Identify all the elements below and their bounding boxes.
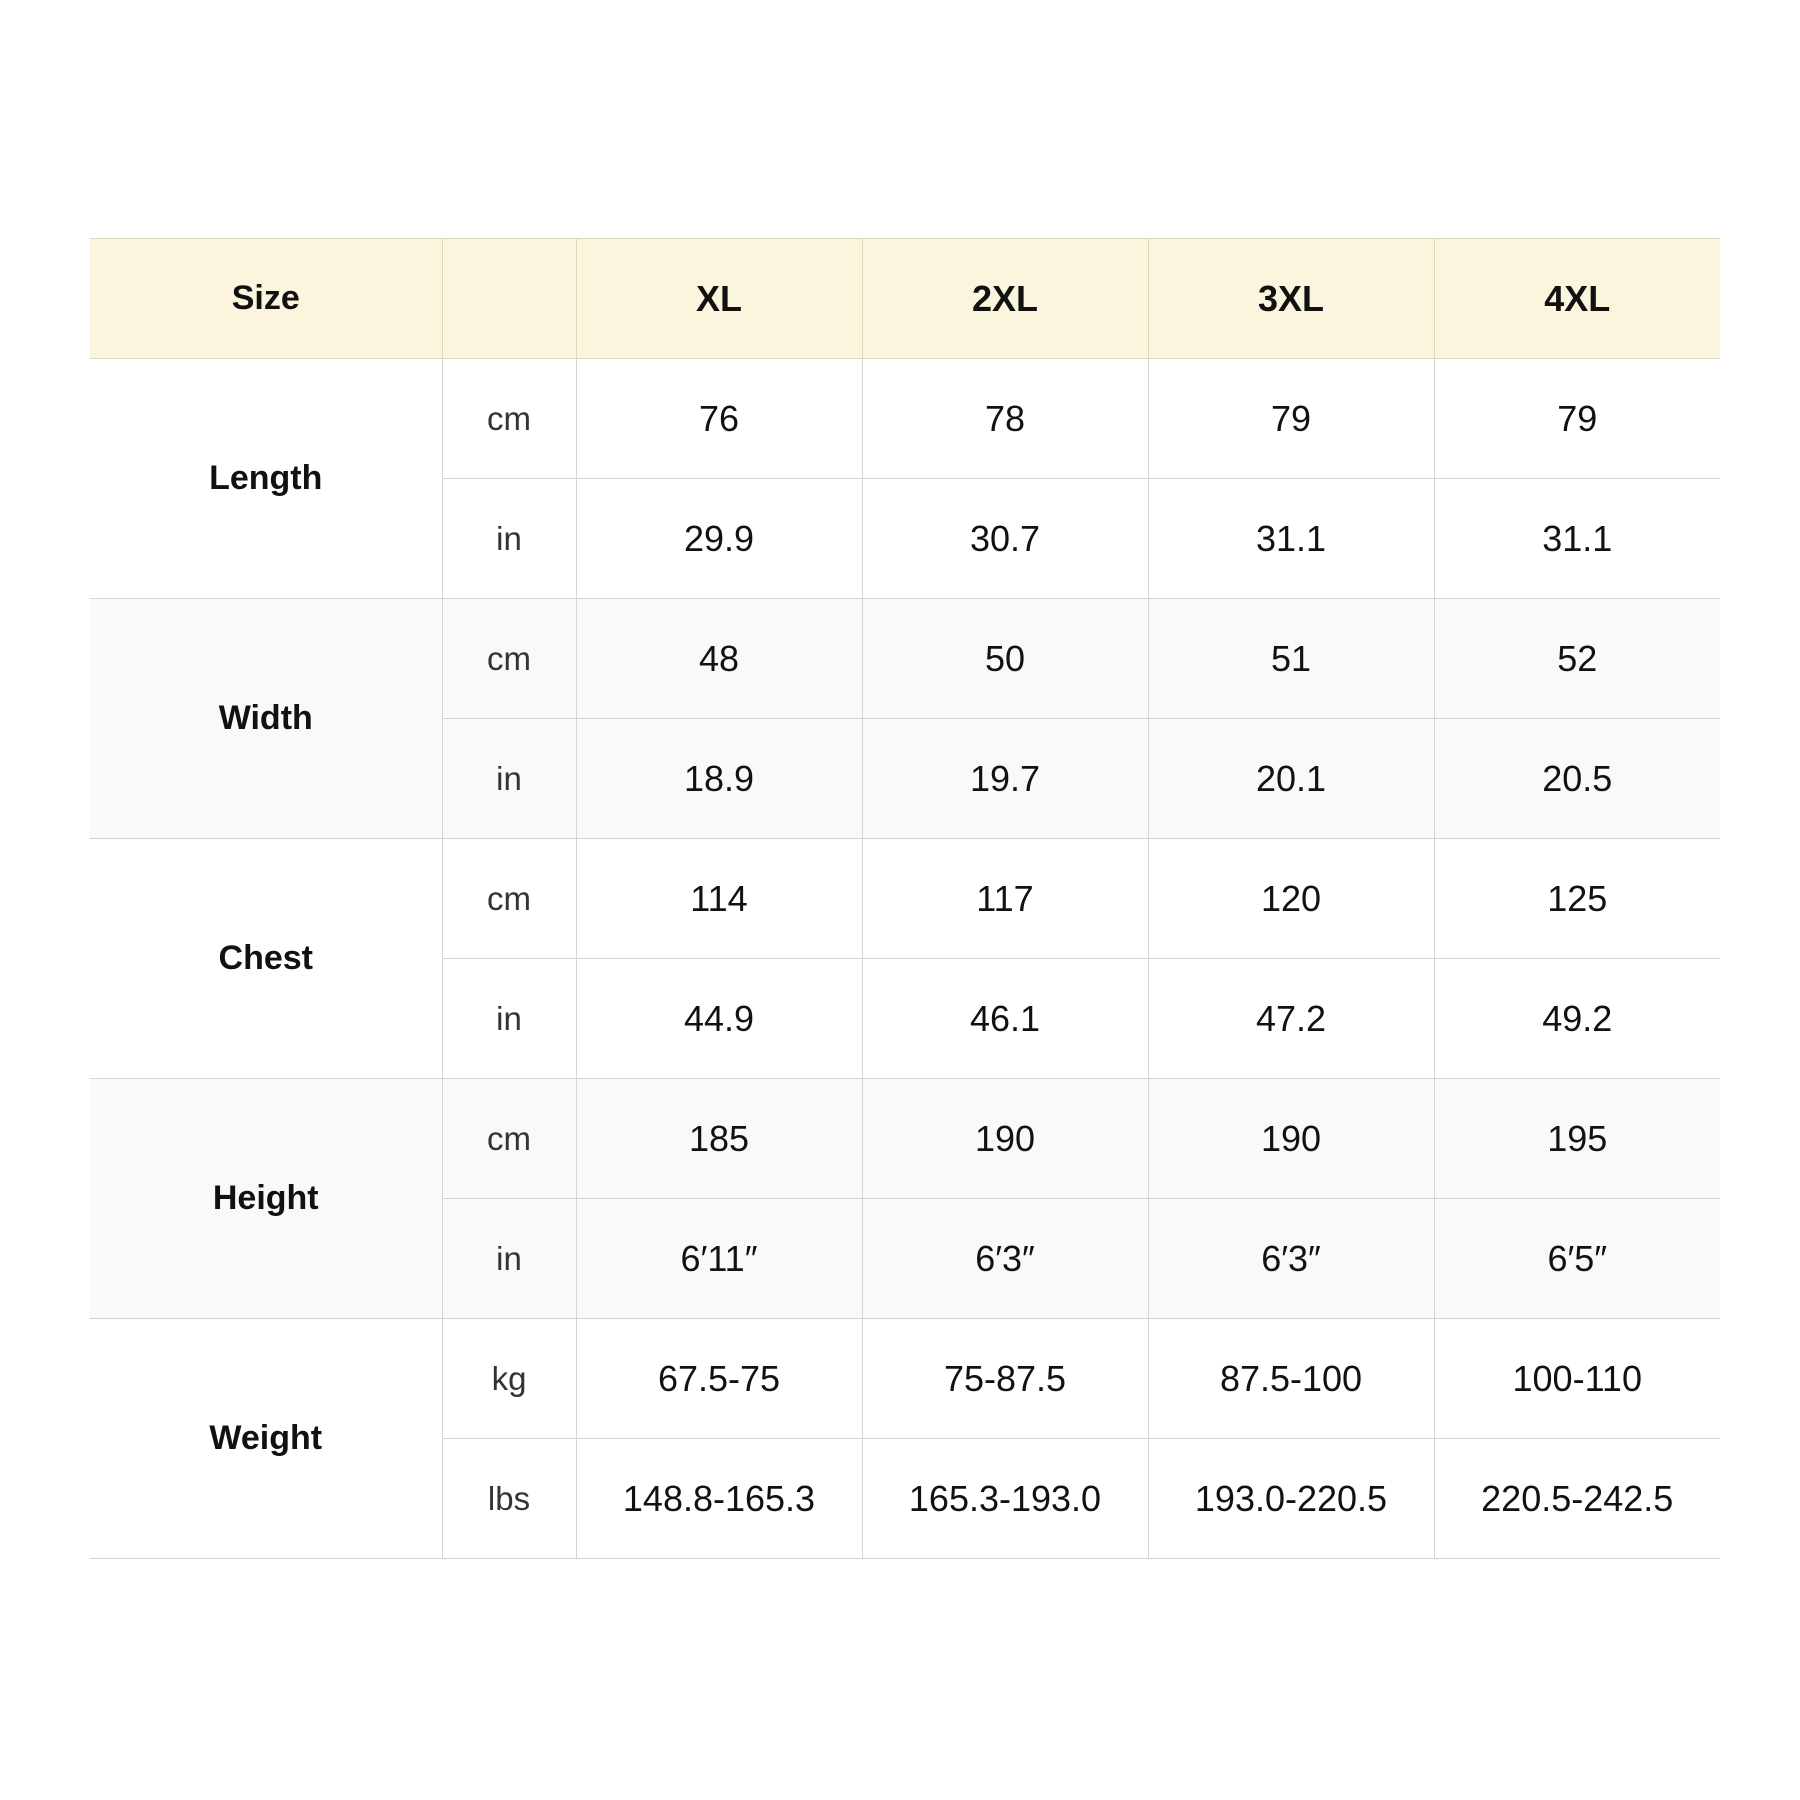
- value-cell: 220.5-242.5: [1434, 1439, 1720, 1559]
- value-cell: 87.5-100: [1148, 1319, 1434, 1439]
- value-cell: 148.8-165.3: [576, 1439, 862, 1559]
- header-row: [90, 239, 1720, 359]
- value-cell: 6′3″: [1148, 1199, 1434, 1319]
- unit-cell: in: [442, 479, 576, 599]
- value-cell: 100-110: [1434, 1319, 1720, 1439]
- value-cell: 52: [1434, 599, 1720, 719]
- unit-column-header: [442, 239, 576, 359]
- value-cell: 6′3″: [862, 1199, 1148, 1319]
- size-2xl-header: 2XL: [862, 239, 1148, 359]
- measurement-label-chest: Chest: [90, 839, 442, 1079]
- unit-cell: cm: [442, 359, 576, 479]
- unit-cell: cm: [442, 599, 576, 719]
- size-xl-header: XL: [576, 239, 862, 359]
- size-chart-table: [90, 238, 1720, 1559]
- value-cell: 18.9: [576, 719, 862, 839]
- value-cell: 165.3-193.0: [862, 1439, 1148, 1559]
- size-3xl-header: 3XL: [1148, 239, 1434, 359]
- size-4xl-header: 4XL: [1434, 239, 1720, 359]
- measurement-label-height: Height: [90, 1079, 442, 1319]
- measurement-label-length: Length: [90, 359, 442, 599]
- value-cell: 48: [576, 599, 862, 719]
- value-cell: 47.2: [1148, 959, 1434, 1079]
- value-cell: 29.9: [576, 479, 862, 599]
- value-cell: 46.1: [862, 959, 1148, 1079]
- value-cell: 44.9: [576, 959, 862, 1079]
- value-cell: 79: [1434, 359, 1720, 479]
- value-cell: 20.1: [1148, 719, 1434, 839]
- value-cell: 50: [862, 599, 1148, 719]
- value-cell: 20.5: [1434, 719, 1720, 839]
- value-cell: 185: [576, 1079, 862, 1199]
- value-cell: 190: [862, 1079, 1148, 1199]
- table-row: [90, 599, 1720, 719]
- value-cell: 6′11″: [576, 1199, 862, 1319]
- value-cell: 6′5″: [1434, 1199, 1720, 1319]
- value-cell: 195: [1434, 1079, 1720, 1199]
- value-cell: 76: [576, 359, 862, 479]
- value-cell: 75-87.5: [862, 1319, 1148, 1439]
- size-chart-header: [90, 239, 1720, 359]
- table-row: [90, 359, 1720, 479]
- value-cell: 114: [576, 839, 862, 959]
- value-cell: 193.0-220.5: [1148, 1439, 1434, 1559]
- value-cell: 79: [1148, 359, 1434, 479]
- table-row: [90, 839, 1720, 959]
- unit-cell: in: [442, 1199, 576, 1319]
- unit-cell: kg: [442, 1319, 576, 1439]
- value-cell: 78: [862, 359, 1148, 479]
- value-cell: 190: [1148, 1079, 1434, 1199]
- unit-cell: cm: [442, 839, 576, 959]
- value-cell: 30.7: [862, 479, 1148, 599]
- value-cell: 19.7: [862, 719, 1148, 839]
- unit-cell: lbs: [442, 1439, 576, 1559]
- size-column-header: Size: [90, 239, 442, 359]
- value-cell: 120: [1148, 839, 1434, 959]
- measurement-label-width: Width: [90, 599, 442, 839]
- value-cell: 117: [862, 839, 1148, 959]
- unit-cell: in: [442, 719, 576, 839]
- value-cell: 67.5-75: [576, 1319, 862, 1439]
- value-cell: 51: [1148, 599, 1434, 719]
- measurement-label-weight: Weight: [90, 1319, 442, 1559]
- value-cell: 31.1: [1434, 479, 1720, 599]
- value-cell: 49.2: [1434, 959, 1720, 1079]
- value-cell: 125: [1434, 839, 1720, 959]
- table-row: [90, 1079, 1720, 1199]
- table-row: [90, 1319, 1720, 1439]
- size-chart-body: [90, 359, 1720, 1559]
- unit-cell: in: [442, 959, 576, 1079]
- value-cell: 31.1: [1148, 479, 1434, 599]
- unit-cell: cm: [442, 1079, 576, 1199]
